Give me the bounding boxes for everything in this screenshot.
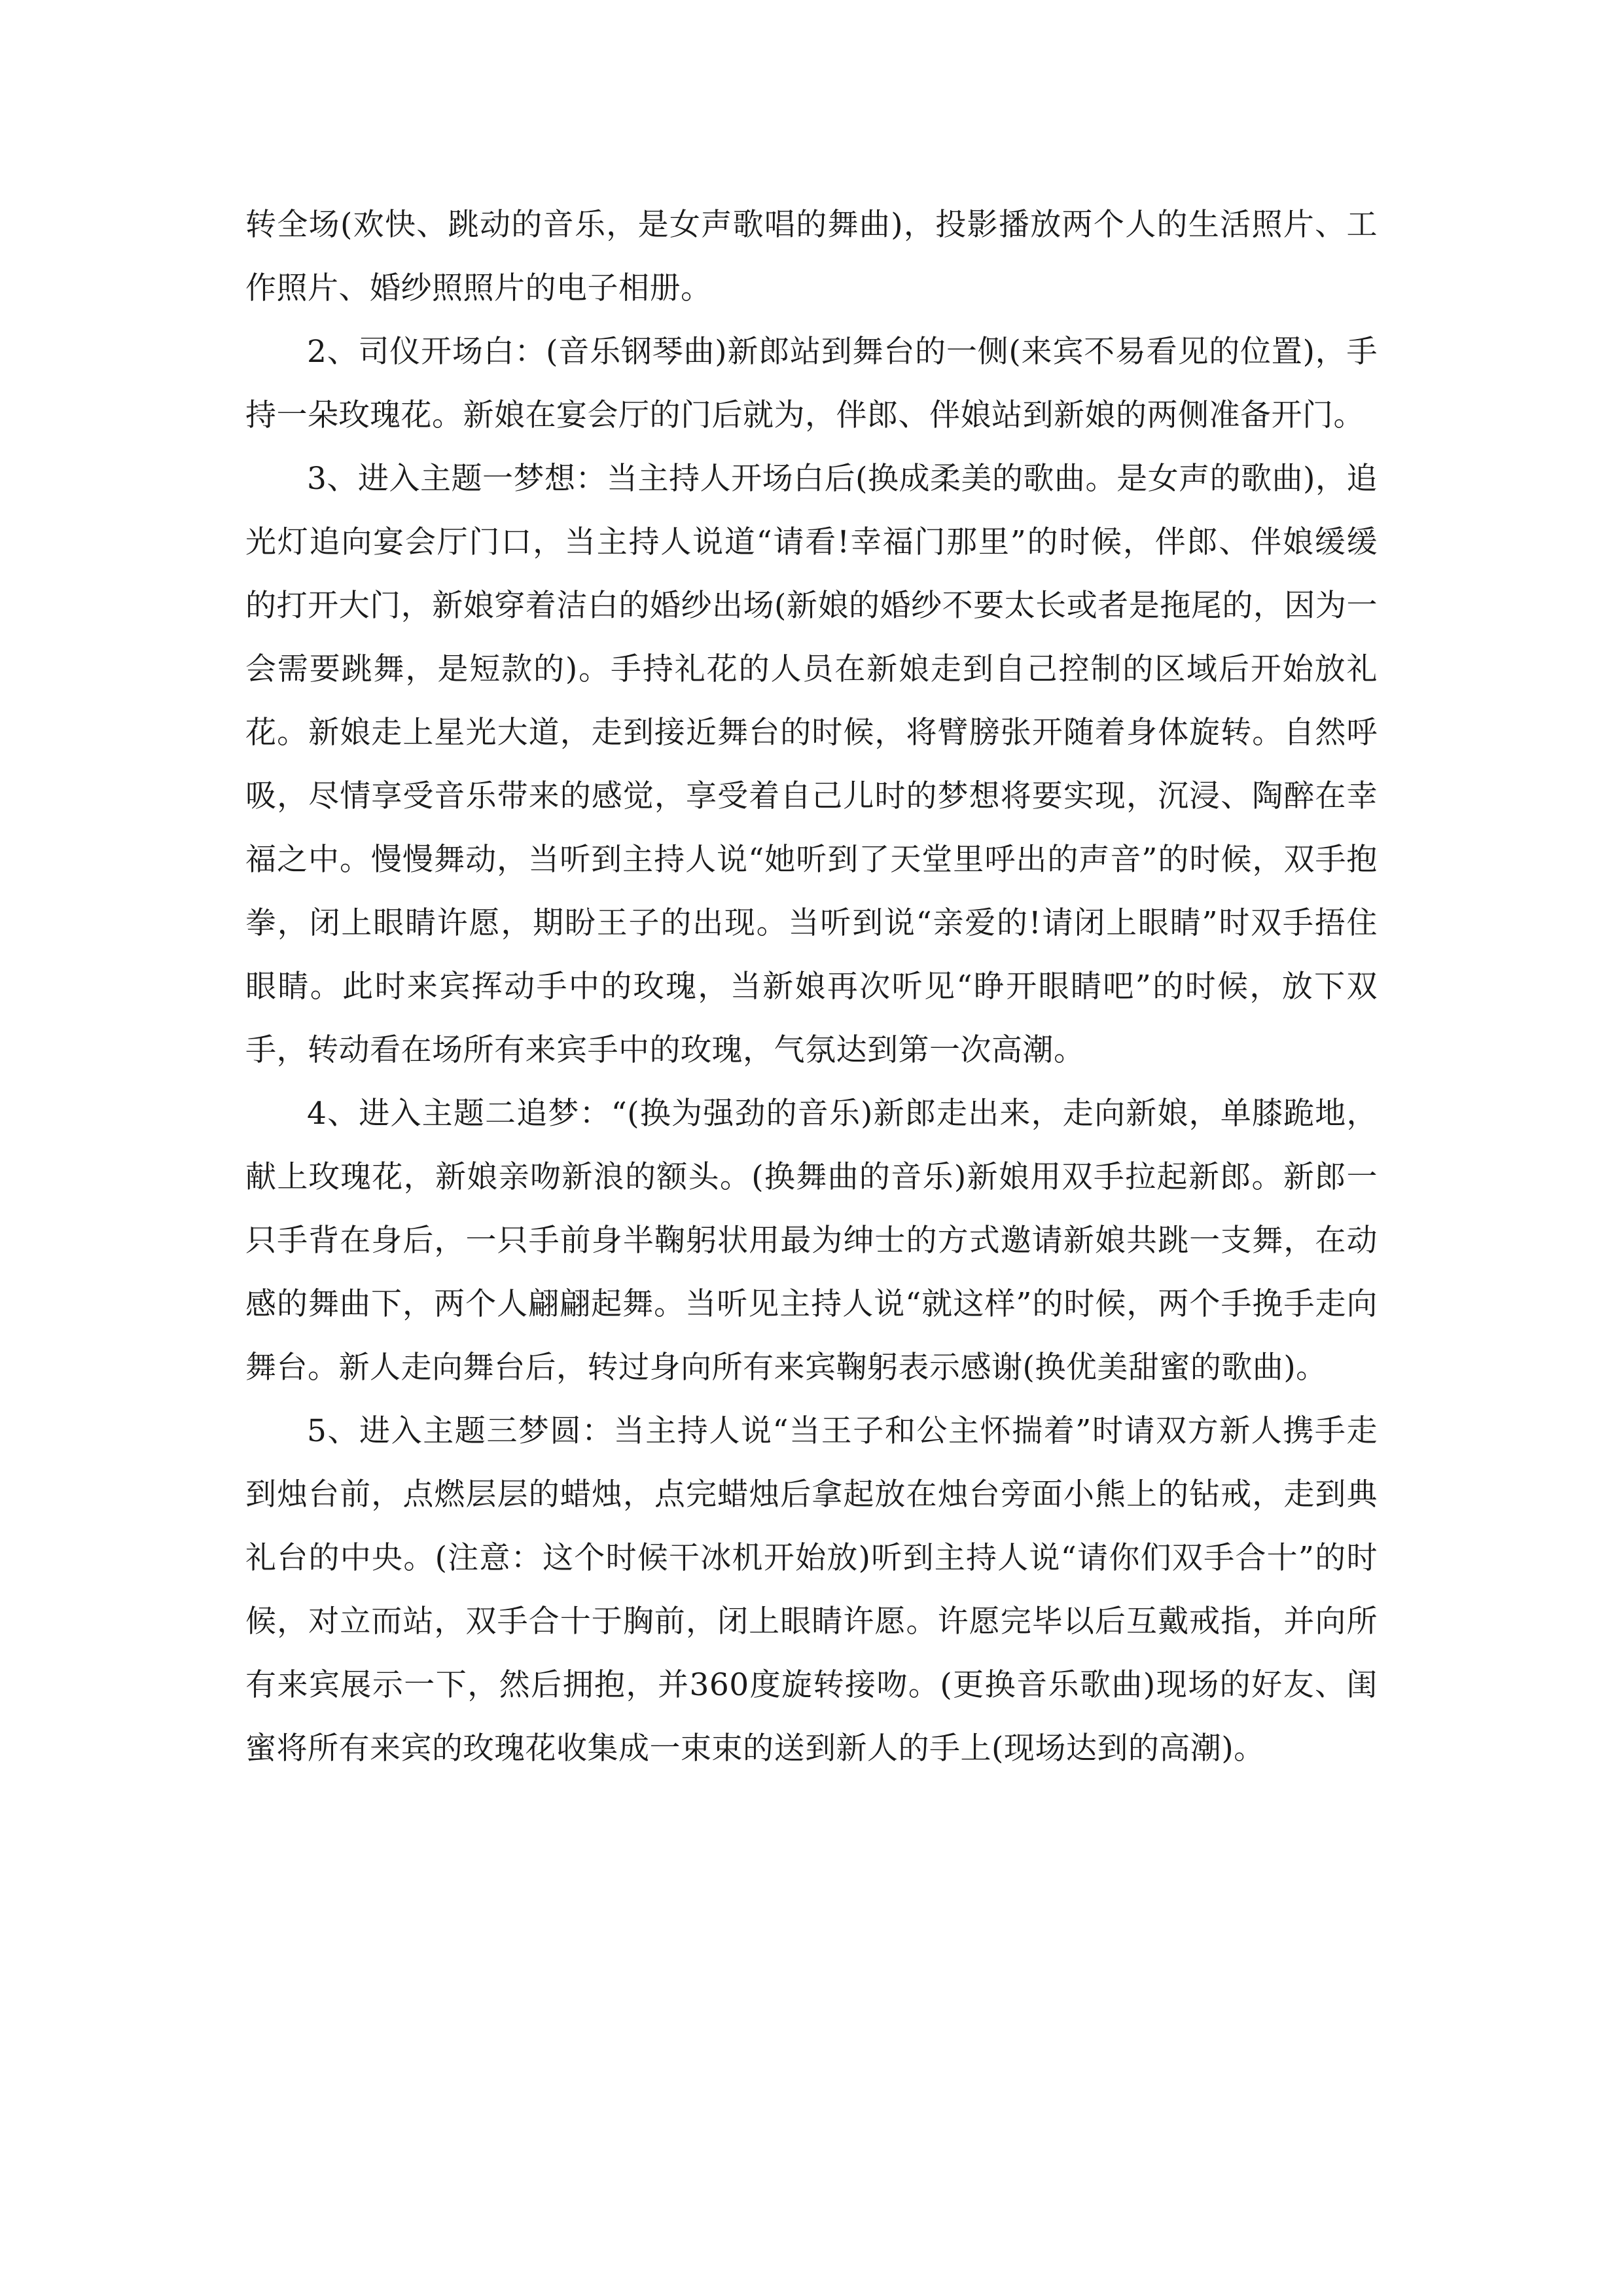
document-body xyxy=(245,193,1378,1780)
paragraph-2: 2、司仪开场白：(音乐钢琴曲)新郎站到舞台的一侧(来宾不易看见的位置)，手持一朵玫瑰花。新娘在宴会厅的门后就为，伴郎、伴娘站到新娘的两侧准备开门。 xyxy=(245,334,1378,433)
paragraph-5: 5、进入主题三梦圆：当主持人说“当王子和公主怀揣着”时请双方新人携手走到烛台前，点燃层层的蜡烛，点完蜡烛后拿起放在烛台旁面小熊上的钻戒，走到典礼台的中央。(注意：这个时候干冰机开始放)听到主持人说“请你们双手合十”的时候，对立而站，双手合十于胸前，闭上眼睛许愿。许愿完毕以后互戴戒指，并向所有来宾展示一下，然后拥抱，并360度旋转接吻。(更换音乐歌曲)现场的好友、闺蜜将所有来宾的玫瑰花收集成一束束的送到新人的手上(现场达到的高潮)。 xyxy=(245,1413,1378,1767)
paragraph-3: 3、进入主题一梦想：当主持人开场白后(换成柔美的歌曲。是女声的歌曲)，追光灯追向宴会厅门口，当主持人说道“请看!幸福门那里”的时候，伴郎、伴娘缓缓的打开大门，新娘穿着洁白的婚纱出场(新娘的婚纱不要太长或者是拖尾的，因为一会需要跳舞，是短款的)。手持礼花的人员在新娘走到自己控制的区域后开始放礼花。新娘走上星光大道，走到接近舞台的时候，将臂膀张开随着身体旋转。自然呼吸，尽情享受音乐带来的感觉，享受着自己儿时的梦想将要实现，沉浸、陶醉在幸福之中。慢慢舞动，当听到主持人说“她听到了天堂里呼出的声音”的时候，双手抱拳，闭上眼睛许愿，期盼王子的出现。当听到说“亲爱的!请闭上眼睛”时双手捂住眼睛。此时来宾挥动手中的玫瑰，当新娘再次听见“睁开眼睛吧”的时候，放下双手，转动看在场所有来宾手中的玫瑰，气氛达到第一次高潮。 xyxy=(245,461,1378,1068)
paragraph-4: 4、进入主题二追梦：“(换为强劲的音乐)新郎走出来，走向新娘，单膝跪地，献上玫瑰花，新娘亲吻新浪的额头。(换舞曲的音乐)新娘用双手拉起新郎。新郎一只手背在身后，一只手前身半鞠躬状用最为绅士的方式邀请新娘共跳一支舞，在动感的舞曲下，两个人翩翩起舞。当听见主持人说“就这样”的时候，两个手挽手走向舞台。新人走向舞台后，转过身向所有来宾鞠躬表示感谢(换优美甜蜜的歌曲)。 xyxy=(245,1096,1378,1386)
paragraph-1: 转全场(欢快、跳动的音乐，是女声歌唱的舞曲)，投影播放两个人的生活照片、工作照片、婚纱照照片的电子相册。 xyxy=(245,207,1378,306)
